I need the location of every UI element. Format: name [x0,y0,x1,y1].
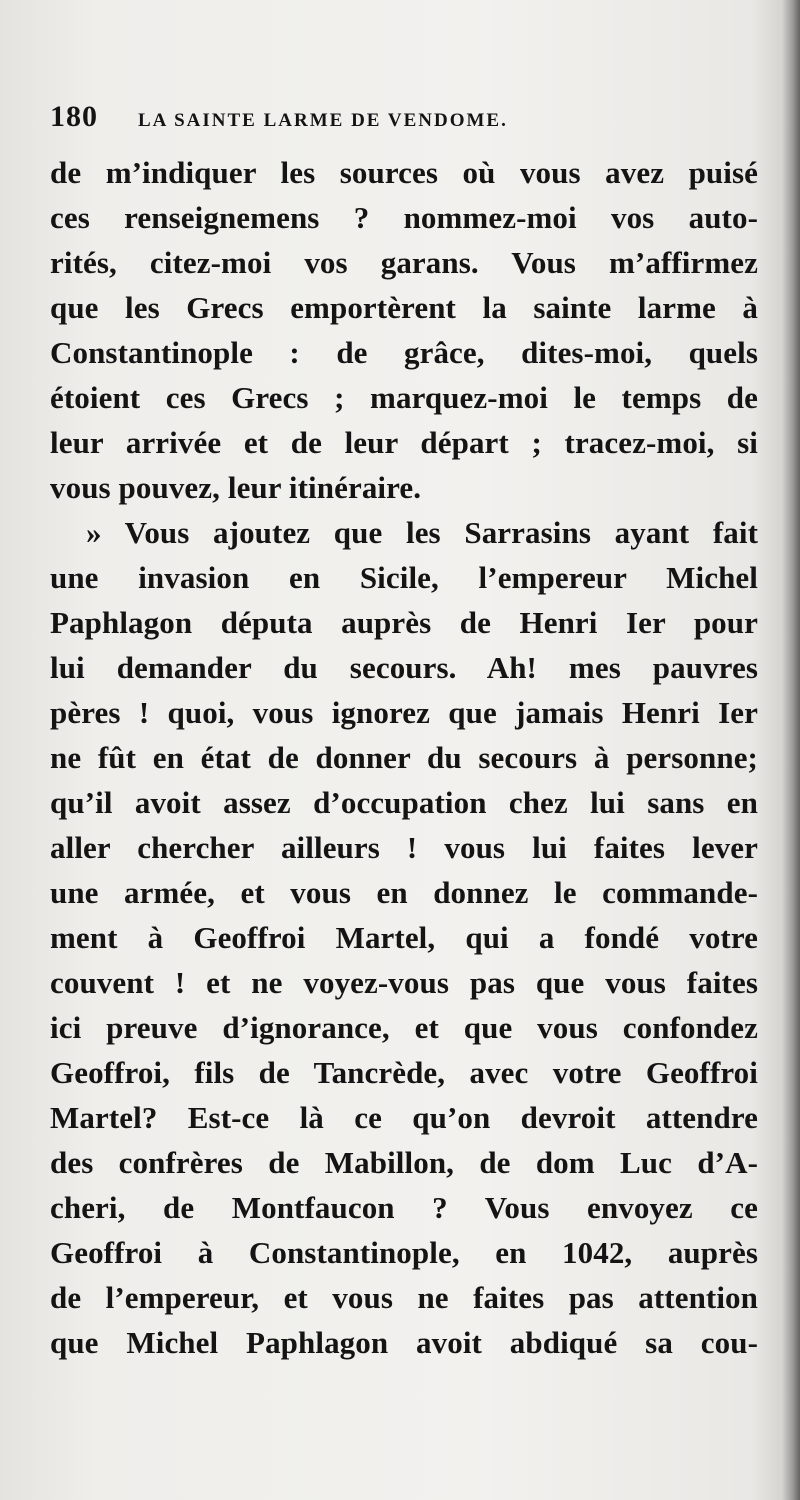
text-line: de m’indiquer les sources où vous avez puisé [50,155,758,190]
text-line: Martel? Est-ce là ce qu’on devroit attendre [50,1100,758,1135]
text-line: de l’empereur, et vous ne faites pas attention [50,1280,758,1315]
text-line: Geoffroi à Constantinople, en 1042, auprès [50,1235,758,1270]
text-line: qu’il avoit assez d’occupation chez lui sans en [50,785,758,820]
text-line: lui demander du secours. Ah! mes pauvres [50,650,758,685]
text-line: ne fût en état de donner du secours à personne; [50,740,758,775]
text-line: une armée, et vous en donnez le commande- [50,875,758,910]
text-line: que les Grecs emportèrent la sainte larme à [50,290,758,325]
running-title: LA SAINTE LARME DE VENDOME. [138,110,508,131]
text-line: vous pouvez, leur itinéraire. [50,470,422,505]
text-line: » Vous ajoutez que les Sarrasins ayant fait [86,515,758,550]
text-line: rités, citez-moi vos garans. Vous m’affirmez [50,245,758,280]
text-line: ici preuve d’ignorance, et que vous confondez [50,1010,758,1045]
text-line: ment à Geoffroi Martel, qui a fondé votre [50,920,758,955]
body-text [50,150,758,1365]
text-line: que Michel Paphlagon avoit abdiqué sa cou- [50,1325,758,1360]
text-line: Geoffroi, fils de Tancrède, avec votre Geoffroi [50,1055,758,1090]
text-line: Constantinople : de grâce, dites-moi, quels [50,335,758,370]
text-line: étoient ces Grecs ; marquez-moi le temps de [50,380,758,415]
text-line: des confrères de Mabillon, de dom Luc d’A- [50,1145,758,1180]
text-line: cheri, de Montfaucon ? Vous envoyez ce [50,1190,758,1225]
text-line: leur arrivée et de leur départ ; tracez-moi, si [50,425,758,460]
text-line: pères ! quoi, vous ignorez que jamais Henri Ier [50,695,758,730]
text-line: ces renseignemens ? nommez-moi vos auto- [50,200,758,235]
text-line: aller chercher ailleurs ! vous lui faites lever [50,830,758,865]
text-line: Paphlagon députa auprès de Henri Ier pour [50,605,758,640]
page-number: 180 [50,100,98,133]
page-edge-shadow [782,0,800,1500]
text-line: une invasion en Sicile, l’empereur Michel [50,560,758,595]
text-line: couvent ! et ne voyez-vous pas que vous faites [50,965,758,1000]
page-header [50,100,750,140]
